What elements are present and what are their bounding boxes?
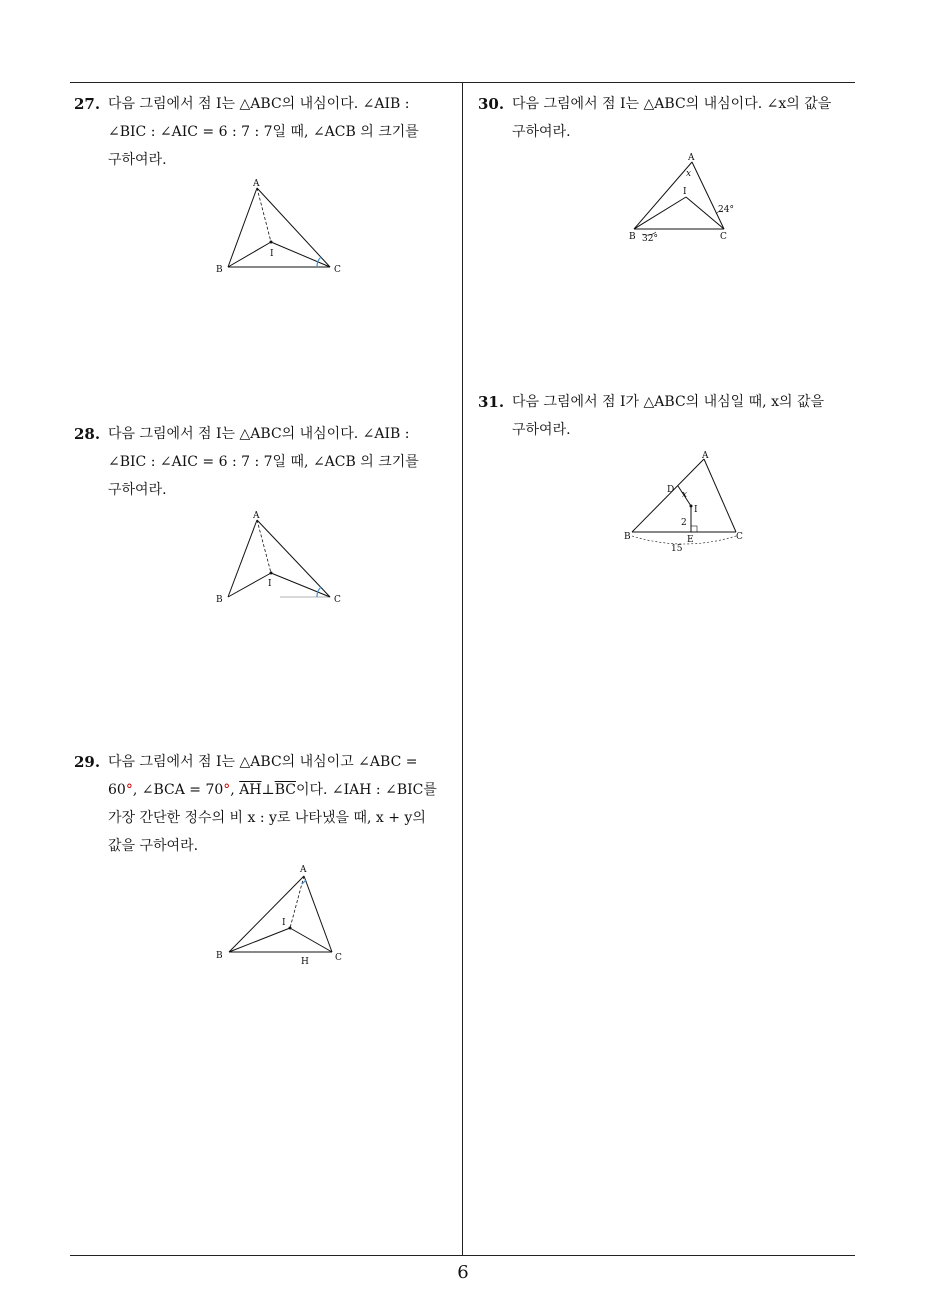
label-A: A — [253, 511, 260, 521]
problem-line: ∠BIC : ∠AIC = 6 : 7 : 7일 때, ∠ACB 의 크기를 — [108, 124, 419, 140]
figure-28-triangle — [210, 506, 350, 610]
problem-29 — [74, 748, 456, 860]
problem-line: 다음 그림에서 점 I는 △ABC의 내심이다. ∠x의 값을 — [512, 96, 832, 112]
figure-27-triangle — [210, 176, 350, 280]
problem-text-segment: 이다. ∠IAH : ∠BIC를 — [295, 782, 437, 798]
problem-27 — [74, 90, 456, 174]
label-A: A — [688, 153, 695, 163]
problem-line: 구하여라. — [512, 422, 571, 438]
problem-line: 다음 그림에서 점 I는 △ABC의 내심이고 ∠ABC = — [108, 754, 418, 770]
label-E: E — [687, 535, 694, 545]
label-H: H — [301, 957, 309, 967]
column-divider — [462, 83, 463, 1255]
label-D: D — [667, 485, 675, 495]
label-x: x — [682, 490, 688, 500]
problem-line: 다음 그림에서 점 I는 △ABC의 내심이다. ∠AIB : — [108, 96, 410, 112]
problem-text-segment: , — [230, 782, 240, 798]
label-C: C — [335, 953, 342, 963]
label-B: B — [624, 532, 631, 542]
problem-line: 구하여라. — [108, 152, 167, 168]
figure-31-triangle — [616, 448, 752, 556]
label-B: B — [629, 232, 636, 242]
label-I: I — [694, 505, 698, 515]
problem-31 — [478, 388, 860, 444]
label-C: C — [736, 532, 743, 542]
label-x: x — [686, 169, 692, 179]
problem-text — [108, 420, 456, 504]
angle-value: 60 — [108, 782, 126, 798]
label-B: B — [216, 951, 223, 961]
label-C: C — [334, 595, 341, 605]
label-C: C — [720, 232, 727, 242]
problem-line: 가장 간단한 정수의 비 x : y로 나타냈을 때, x + y의 — [108, 810, 426, 826]
figure-30-triangle — [620, 148, 750, 248]
segment-ah: $\overline{AH}$ — [239, 782, 262, 798]
problem-line: 구하여라. — [512, 124, 571, 140]
label-I: I — [282, 918, 286, 928]
label-I: I — [268, 579, 272, 589]
label-A: A — [253, 179, 260, 189]
problem-number: 30. — [478, 95, 505, 113]
problem-line: ∠BIC : ∠AIC = 6 : 7 : 7일 때, ∠ACB 의 크기를 — [108, 454, 419, 470]
label-24: 24° — [718, 205, 734, 215]
problem-line: 구하여라. — [108, 482, 167, 498]
problem-30 — [478, 90, 860, 146]
figure-29-triangle — [210, 860, 350, 970]
problem-text — [512, 388, 860, 444]
label-15: 15 — [671, 544, 683, 554]
label-C: C — [334, 265, 341, 275]
page-number: 6 — [457, 1262, 469, 1283]
label-I: I — [683, 187, 687, 197]
problem-line: 다음 그림에서 점 I는 △ABC의 내심이다. ∠AIB : — [108, 426, 410, 442]
segment-bc: $\overline{BC}$ — [274, 782, 296, 798]
perpendicular-symbol: ⊥ — [261, 782, 275, 798]
label-2: 2 — [681, 518, 687, 528]
problem-text — [108, 90, 456, 174]
label-32: 32° — [642, 234, 658, 244]
bottom-rule — [70, 1255, 855, 1256]
degree-mark: ° — [125, 782, 133, 798]
problem-number: 29. — [74, 753, 101, 771]
problem-line: 다음 그림에서 점 I가 △ABC의 내심일 때, x의 값을 — [512, 394, 824, 410]
problem-28 — [74, 420, 456, 504]
label-I: I — [270, 249, 274, 259]
problem-text-segment: , ∠BCA = 70 — [132, 782, 224, 798]
label-B: B — [216, 265, 223, 275]
problem-number: 27. — [74, 95, 101, 113]
problem-number: 31. — [478, 393, 505, 411]
problem-line: 값을 구하여라. — [108, 838, 199, 854]
label-B: B — [216, 595, 223, 605]
label-A: A — [300, 865, 307, 875]
problem-text — [512, 90, 860, 146]
problem-number: 28. — [74, 425, 101, 443]
problem-text — [108, 748, 456, 860]
label-A: A — [702, 451, 709, 461]
degree-mark: ° — [223, 782, 231, 798]
